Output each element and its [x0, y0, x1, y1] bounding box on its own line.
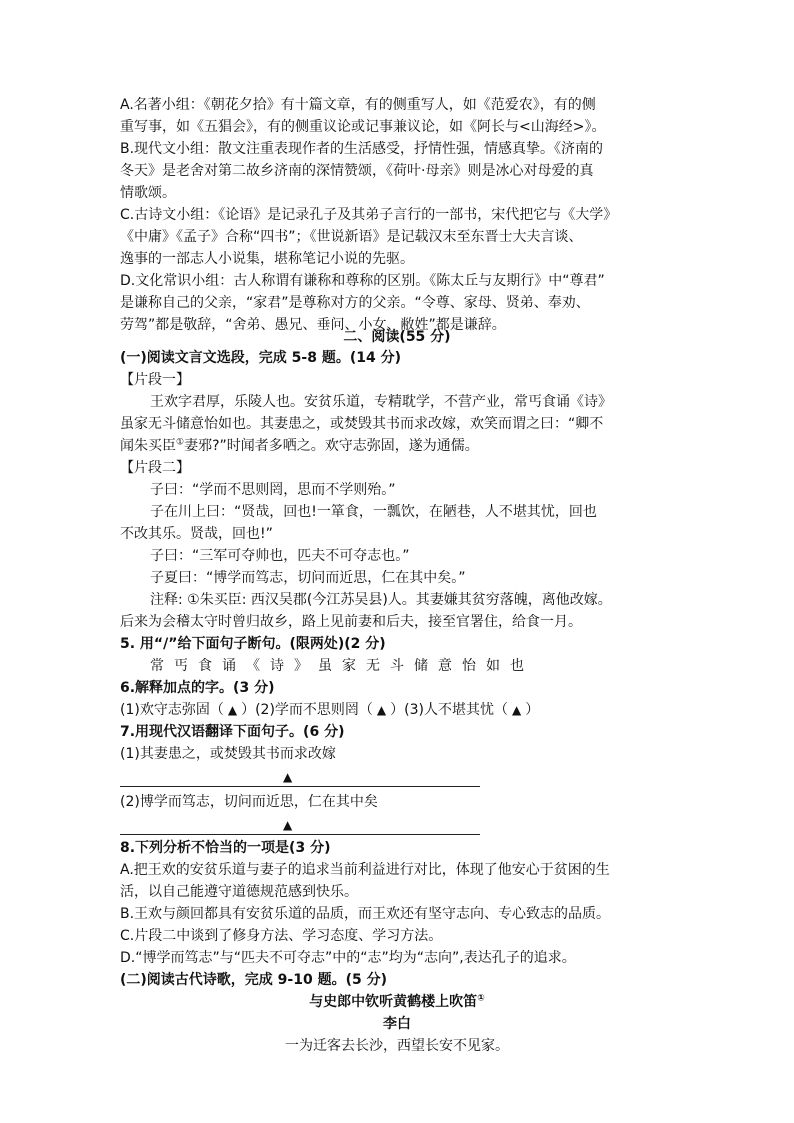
q8-option-b: B.王欢与颜回都具有安贫乐道的品质，而王欢还有坚守志向、专心致志的品质。 — [120, 906, 611, 922]
poem-author: 李白 — [383, 1016, 411, 1032]
question-6: 6.解释加点的字。(3 分) — [120, 680, 275, 696]
option-c-line-1: C.古诗文小组：《论语》是记录孔子及其弟子言行的一部书，宋代把它与《大学》 — [120, 207, 618, 223]
answer-blank-3[interactable]: ▲ — [512, 703, 522, 717]
footnote-mark: ① — [176, 437, 185, 448]
question-5-sentence: 常丐食诵《诗》虽家无斗储意怡如也 — [150, 658, 534, 674]
option-d-line-2: 是谦称自己的父亲，“家君”是尊称对方的父亲。“令尊、家母、贤弟、奉劝、 — [120, 295, 590, 311]
option-a-line-2: 重写事，如《五猖会》，有的侧重议论或记事兼议论，如《阿长与<山海经>》。 — [120, 119, 606, 135]
fragment1-line-1: 王欢字君厚，乐陵人也。安贫乐道，专精耽学，不营产业，常丐食诵《诗》 — [150, 394, 612, 410]
question-7-item-2: (2)博学而笃志，切问而近思，仁在其中矣 — [120, 794, 378, 810]
answer-line-2-mark: ▲ — [283, 818, 293, 832]
question-6-items — [120, 700, 539, 720]
q6-item-1: (1)欢守志弥固（ — [120, 702, 224, 718]
answer-blank-1[interactable]: ▲ — [227, 703, 238, 717]
fragment1-line-3a: 闻朱买臣 — [120, 438, 176, 454]
q6-close: ） — [525, 702, 540, 718]
poem-title-text: 与史郎中钦听黄鹤楼上吹笛 — [309, 994, 478, 1010]
option-a-line-1: A.名著小组：《朝花夕拾》有十篇文章，有的侧重写人，如《范爱农》，有的侧 — [120, 97, 596, 113]
poem-title — [0, 992, 794, 1012]
poem-line-1: 一为迁客去长沙，西望长安不见家。 — [285, 1038, 509, 1054]
answer-line-1[interactable] — [120, 786, 480, 787]
fragment2-line-1: 子曰：“学而不思则罔，思而不学则殆。” — [150, 482, 396, 498]
option-d-line-1: D.文化常识小组：古人称谓有谦称和尊称的区别。《陈太丘与友期行》中“尊君” — [120, 273, 605, 289]
part1-title: (一)阅读文言文选段，完成 5-8 题。(14 分) — [120, 350, 401, 366]
q8-option-d: D.“博学而笃志”与“匹夫不可夺志”中的“志”均为“志向”,表达孔子的追求。 — [120, 950, 576, 966]
fragment2-label: 【片段二】 — [120, 460, 190, 476]
annotation-line-2: 后来为会稽太守时曾归故乡，路上见前妻和后夫，接至官署住，给食一月。 — [120, 614, 582, 630]
answer-line-1-mark: ▲ — [283, 770, 293, 784]
fragment2-line-4: 子曰：“三军可夺帅也，匹夫不可夺志也。” — [150, 548, 410, 564]
question-7: 7.用现代汉语翻译下面句子。(6 分) — [120, 724, 345, 740]
fragment1-line-3 — [120, 436, 479, 456]
fragment1-line-3b: 妻邪?”时闻者多哂之。欢守志弥固，遂为通儒。 — [184, 438, 479, 454]
option-c-line-2: 《中庸》《孟子》合称“四书”；《世说新语》是记载汉末至东晋士大夫言谈、 — [120, 229, 583, 245]
fragment1-label: 【片段一】 — [120, 372, 190, 388]
q8-option-c: C.片段二中谈到了修身方法、学习态度、学习方法。 — [120, 928, 443, 944]
q6-item-2: ）(2)学而不思则罔（ — [241, 702, 373, 718]
annotation-line-1: 注释: ①朱买臣: 西汉吴郡(今江苏吴县)人。其妻嫌其贫穷落魄，离他改嫁。 — [150, 592, 612, 608]
q6-item-3: ）(3)人不堪其忧（ — [390, 702, 508, 718]
fragment1-line-2: 虽家无斗储意怡如也。其妻患之，或焚毁其书而求改嫁，欢笑而谓之曰：“卿不 — [120, 416, 604, 432]
q8-option-a-line-1: A.把王欢的安贫乐道与妻子的追求当前利益进行对比，体现了他安心于贫困的生 — [120, 862, 610, 878]
answer-blank-2[interactable]: ▲ — [376, 703, 387, 717]
option-b-line-1: B.现代文小组：散文注重表现作者的生活感受，抒情性强，情感真挚。《济南的 — [120, 141, 604, 157]
fragment2-line-2: 子在川上曰：“贤哉，回也!一箪食，一瓢饮，在陋巷，人不堪其忧，回也 — [150, 504, 597, 520]
q8-option-a-line-2: 活，以自己能遵守道德规范感到快乐。 — [120, 884, 358, 900]
fragment2-line-3: 不改其乐。贤哉，回也!” — [120, 526, 273, 542]
answer-line-2[interactable] — [120, 834, 480, 835]
section-title: 二、阅读(55 分) — [343, 329, 451, 345]
question-8: 8.下列分析不恰当的一项是(3 分) — [120, 840, 331, 856]
option-c-line-3: 逸事的一部志人小说集，堪称笔记小说的先驱。 — [120, 251, 414, 267]
fragment2-line-5: 子夏曰：“博学而笃志，切问而近思，仁在其中矣。” — [150, 570, 466, 586]
option-b-line-3: 情歌颂。 — [120, 185, 176, 201]
option-b-line-2: 冬天》是老舍对第二故乡济南的深情赞颂，《荷叶·母亲》则是冰心对母爱的真 — [120, 163, 594, 179]
part2-title: (二)阅读古代诗歌，完成 9-10 题。(5 分) — [120, 972, 387, 988]
question-7-item-1: (1)其妻患之，或焚毁其书而求改嫁 — [120, 746, 336, 762]
option-d-line-3: 劳驾”都是敬辞，“舍弟、愚兄、垂问、小女、敝姓”都是谦辞。 — [120, 317, 506, 333]
poem-footnote-mark: ① — [477, 993, 485, 1004]
question-5: 5. 用“/”给下面句子断句。(限两处)(2 分) — [120, 636, 386, 652]
